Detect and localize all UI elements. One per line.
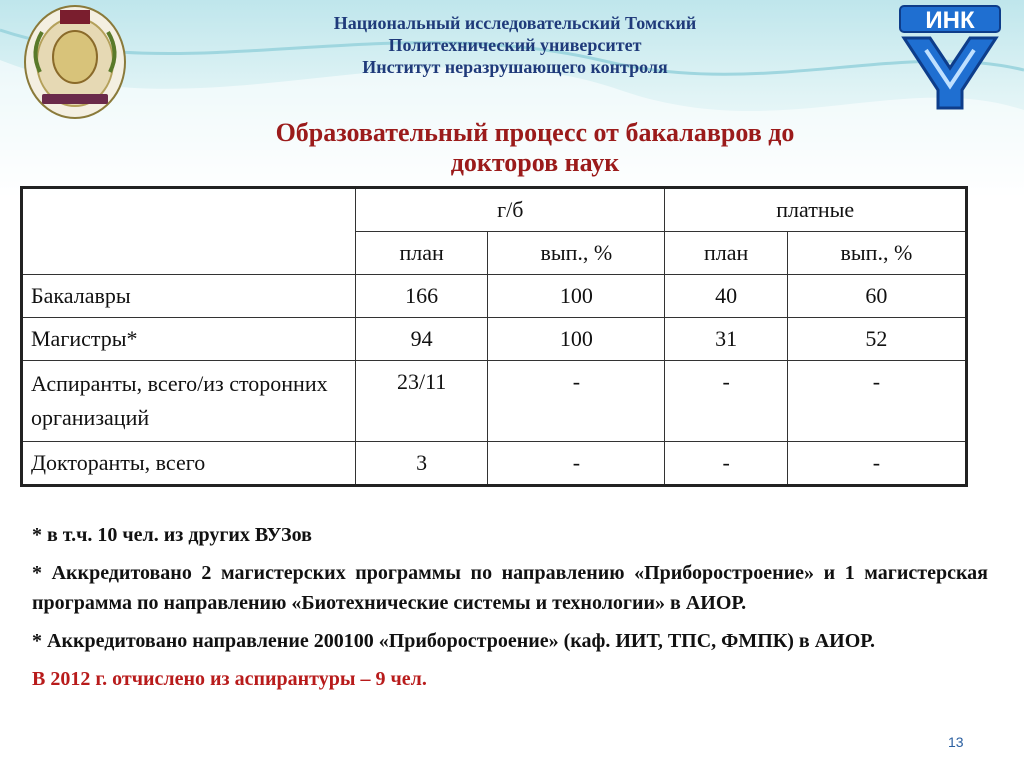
row-label: Аспиранты, всего/из сторонних организаций — [22, 361, 356, 442]
table-header-row — [22, 188, 967, 232]
table-cell: 166 — [356, 275, 488, 318]
table-cell: - — [665, 361, 787, 442]
table-cell: 94 — [356, 318, 488, 361]
table-row — [22, 361, 967, 442]
row-label: Магистры* — [22, 318, 356, 361]
table-cell: 100 — [488, 318, 665, 361]
table-cell: - — [488, 361, 665, 442]
title-line-2: докторов наук — [450, 148, 620, 177]
header-line-3: Институт неразрушающего контроля — [362, 57, 668, 77]
subheader-cell: вып., % — [787, 232, 966, 275]
education-table — [20, 186, 968, 487]
table-cell: - — [665, 442, 787, 486]
note-master-accreditation: * Аккредитовано 2 магистерских программы по направлению «Приборостроение» и 1 магистерская программа по направлению «Биотехнические системы и технологии» в АИОР. — [32, 562, 988, 614]
table-row — [22, 442, 967, 486]
slide-title — [150, 118, 920, 178]
table-cell: - — [787, 442, 966, 486]
row-label: Бакалавры — [22, 275, 356, 318]
subheader-cell: вып., % — [488, 232, 665, 275]
table-cell: - — [488, 442, 665, 486]
footnotes — [32, 520, 988, 702]
institution-header — [240, 12, 790, 78]
table-row — [22, 275, 967, 318]
table-cell: 52 — [787, 318, 966, 361]
title-line-1: Образовательный процесс от бакалавров до — [275, 118, 795, 147]
subheader-cell: план — [356, 232, 488, 275]
table-cell: - — [787, 361, 966, 442]
note-foreign-students: * в т.ч. 10 чел. из других ВУЗов — [32, 524, 312, 546]
table-cell: 31 — [665, 318, 787, 361]
table-corner-cell — [22, 188, 356, 275]
table-row — [22, 318, 967, 361]
note-expelled: В 2012 г. отчислено из аспирантуры – 9 чел. — [32, 668, 427, 690]
header-paid: платные — [665, 188, 967, 232]
page-number: 13 — [948, 734, 964, 750]
table-cell: 3 — [356, 442, 488, 486]
logo-text: ИНК — [925, 7, 975, 34]
header-line-2: Политехнический университет — [388, 35, 642, 55]
header-line-1: Национальный исследовательский Томский — [333, 13, 697, 33]
table-cell: 100 — [488, 275, 665, 318]
table-cell: 23/11 — [356, 361, 488, 442]
row-label: Докторанты, всего — [22, 442, 356, 486]
table-cell: 40 — [665, 275, 787, 318]
note-program-accreditation: * Аккредитовано направление 200100 «Приборостроение» (каф. ИИТ, ТПС, ФМПК) в АИОР. — [32, 630, 876, 652]
ink-logo-icon — [896, 4, 1006, 112]
university-emblem-icon — [20, 2, 130, 122]
subheader-cell: план — [665, 232, 787, 275]
table-cell: 60 — [787, 275, 966, 318]
header-budget: г/б — [356, 188, 665, 232]
